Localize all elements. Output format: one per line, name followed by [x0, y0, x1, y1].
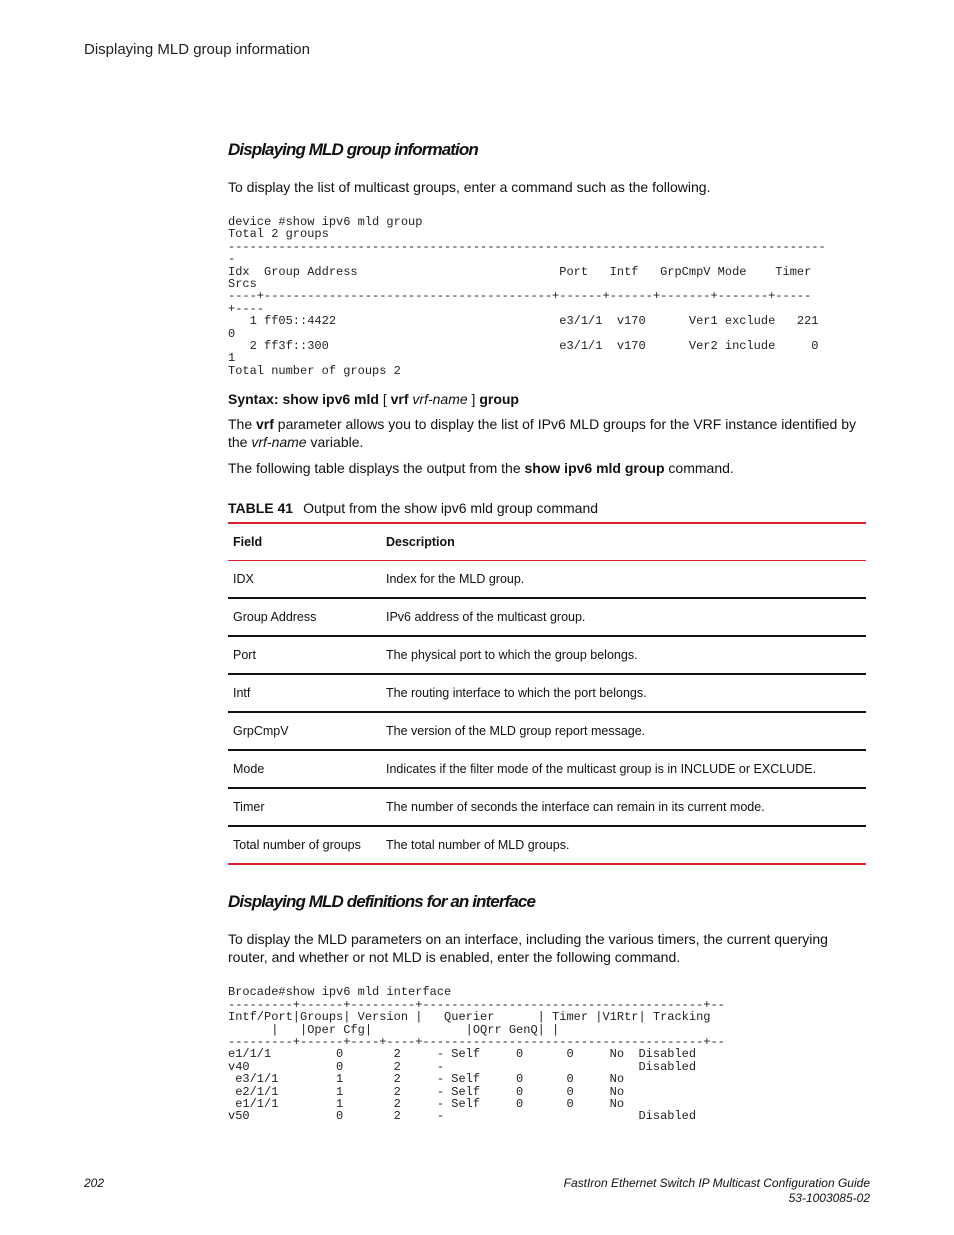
table-cell-field: Mode [228, 750, 381, 788]
running-header: Displaying MLD group information [84, 41, 310, 58]
table-cell-description: Indicates if the filter mode of the multicast group is in INCLUDE or EXCLUDE. [381, 750, 866, 788]
syntax-line [228, 391, 866, 407]
syntax-close-bracket: ] [471, 391, 476, 408]
table-intro-text-2: command. [664, 460, 734, 477]
fields-table [228, 522, 866, 865]
vrf-para-text-3: variable. [306, 434, 364, 451]
footer-page-number: 202 [84, 1176, 105, 1190]
table-caption-text: Output from the show ipv6 mld group command [303, 500, 599, 517]
table-header-field: Field [228, 523, 381, 561]
vrf-para-text-2: parameter allows you to display the list of IPv6 MLD groups for the VRF instance identified by the [228, 416, 856, 451]
syntax-vrf-name: vrf-name [412, 391, 468, 408]
table-row [228, 826, 866, 864]
footer-guide-title: FastIron Ethernet Switch IP Multicast Configuration Guide [563, 1176, 870, 1190]
table-number: TABLE 41 [228, 500, 294, 517]
page-content [228, 140, 866, 1123]
syntax-open-bracket: [ [382, 391, 387, 408]
table-cell-description: The version of the MLD group report message. [381, 712, 866, 750]
table-intro-bold: show ipv6 mld group [524, 460, 665, 477]
table-cell-description: The total number of MLD groups. [386, 838, 570, 853]
table-row [228, 561, 866, 599]
table-cell-description: The physical port to which the group belongs. [381, 636, 866, 674]
syntax-group: group [479, 391, 519, 408]
table-cell-field: Port [228, 636, 381, 674]
table-header-description: Description [381, 523, 866, 561]
table-row [228, 712, 866, 750]
table-header-row [228, 523, 866, 561]
section2-intro: To display the MLD parameters on an interface, including the various timers, the current querying router, and whether or not MLD is enabled, enter the following command. [228, 931, 828, 966]
table-cell-description: The number of seconds the interface can remain in its current mode. [381, 788, 866, 826]
code-block-show-mld-interface: Brocade#show ipv6 mld interface ---------+------+---------+---------------------------------------+-- Intf/Port|Groups| Version | Querier | Timer |V1Rtr| Tracking | |Oper Cfg| |OQrr GenQ| | ---------+------+----+----+---------------------------------------+-- e1/1/1 0 2 - Self 0 0 No Disabled v40 0 2 - Disabled e3/1/1 1 2 - Self 0 0 No e2/1/1 1 2 - Self 0 0 No e1/1/1 1 2 - Self 0 0 No v50 0 2 - Disabled [228, 986, 725, 1123]
syntax-vrf: vrf [390, 391, 409, 408]
syntax-prefix: Syntax: show ipv6 mld [228, 391, 379, 408]
section1-intro: To display the list of multicast groups, enter a command such as the following. [228, 179, 711, 195]
vrf-parameter-paragraph [228, 415, 866, 451]
table-caption [228, 500, 866, 516]
table-cell-description: IPv6 address of the multicast group. [381, 598, 866, 636]
table-cell-field: IDX [228, 561, 381, 599]
vrf-para-bold: vrf [256, 416, 274, 433]
vrf-para-text-1: The [228, 416, 257, 433]
footer-doc-info [564, 1176, 870, 1206]
table-row [228, 750, 866, 788]
code-block-show-mld-group: device #show ipv6 mld group Total 2 groups ----------------------------------------------------------------------------------- - Idx Group Address Port Intf GrpCmpV Mode Timer Srcs ----+----------------------------------------+------+------+-------+-------+----- +---- 1 ff05::4422 e3/1/1 v170 Ver1 exclude 221 0 2 ff3f::300 e3/1/1 v170 Ver2 include 0 1 Total number of groups 2 [228, 216, 826, 378]
footer-doc-number: 53-1003085-02 [788, 1191, 870, 1205]
table-cell-field: Group Address [228, 598, 381, 636]
table-cell-description: Index for the MLD group. [381, 561, 866, 599]
table-row [228, 636, 866, 674]
table-cell-description: The routing interface to which the port belongs. [381, 674, 866, 712]
table-intro-paragraph [228, 459, 866, 477]
table-intro-text-1: The following table displays the output from the [228, 460, 525, 477]
section-heading-mld-group: Displaying MLD group information [228, 140, 478, 159]
vrf-para-italic: vrf-name [251, 434, 307, 451]
table-cell-field: GrpCmpV [228, 712, 381, 750]
table-row [228, 598, 866, 636]
section-heading-mld-interface: Displaying MLD definitions for an interface [228, 892, 536, 912]
table-cell-field: Total number of groups [233, 838, 361, 853]
table-row [228, 674, 866, 712]
table-cell-field: Intf [228, 674, 381, 712]
table-cell-field: Timer [228, 788, 381, 826]
table-row [228, 788, 866, 826]
